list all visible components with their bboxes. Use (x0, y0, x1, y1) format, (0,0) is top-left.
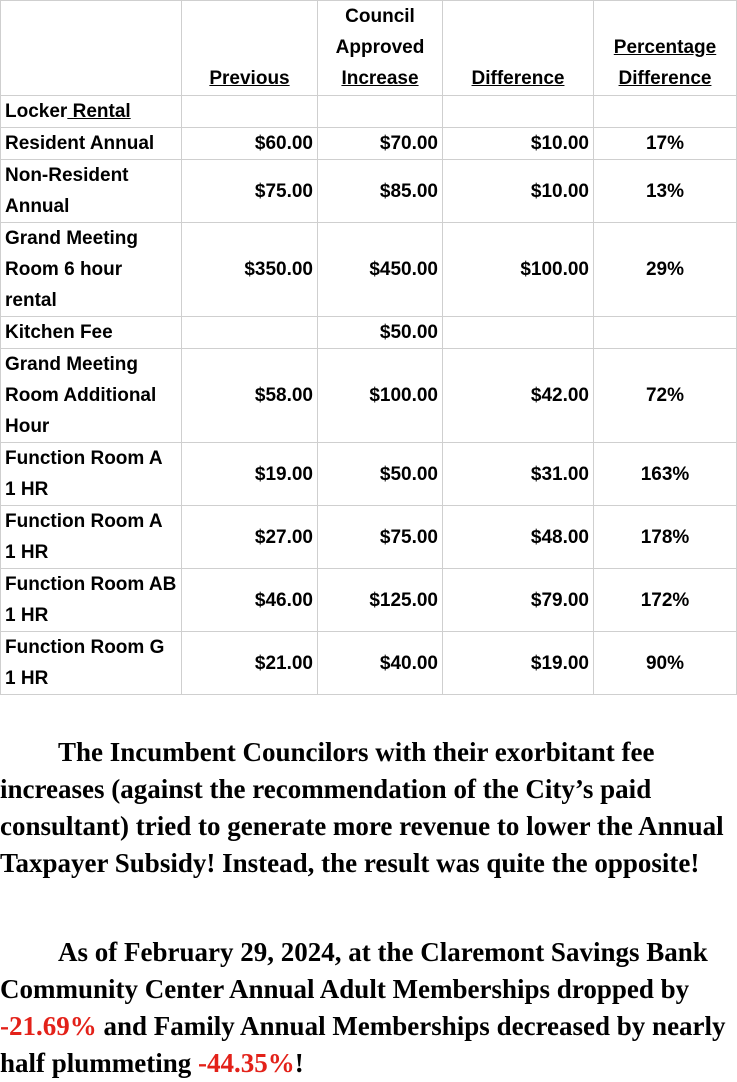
table-header-row (1, 1, 737, 96)
row-percentage: 29% (594, 223, 737, 317)
adult-membership-drop: -21.69% (0, 1011, 97, 1041)
row-difference: $42.00 (443, 349, 594, 443)
row-previous: $27.00 (182, 506, 318, 569)
row-percentage: 178% (594, 506, 737, 569)
paragraph-memberships (0, 934, 735, 1082)
section-label: Locker Rental (1, 96, 182, 128)
row-percentage: 172% (594, 569, 737, 632)
table-row (1, 128, 737, 160)
family-membership-drop: -44.35% (198, 1048, 295, 1078)
row-previous: $58.00 (182, 349, 318, 443)
row-difference: $100.00 (443, 223, 594, 317)
row-percentage: 90% (594, 632, 737, 695)
row-previous: $75.00 (182, 160, 318, 223)
table-row (1, 632, 737, 695)
header-label (1, 1, 182, 96)
row-difference: $19.00 (443, 632, 594, 695)
row-increase: $40.00 (318, 632, 443, 695)
row-percentage: 13% (594, 160, 737, 223)
row-increase: $100.00 (318, 349, 443, 443)
header-council-approved-increase: Council Approved Increase (318, 1, 443, 96)
table-row (1, 349, 737, 443)
row-label: Function Room AB 1 HR (1, 569, 182, 632)
row-difference (443, 317, 594, 349)
row-difference: $48.00 (443, 506, 594, 569)
section-row-locker-rental (1, 96, 737, 128)
row-label: Kitchen Fee (1, 317, 182, 349)
row-previous: $350.00 (182, 223, 318, 317)
row-label: Function Room A 1 HR (1, 506, 182, 569)
table-row (1, 160, 737, 223)
row-increase: $450.00 (318, 223, 443, 317)
table-row (1, 443, 737, 506)
row-increase: $125.00 (318, 569, 443, 632)
row-percentage: 163% (594, 443, 737, 506)
row-increase: $50.00 (318, 443, 443, 506)
paragraph-text-3: ! (294, 1048, 304, 1078)
row-percentage (594, 317, 737, 349)
row-label: Function Room A 1 HR (1, 443, 182, 506)
row-label: Function Room G 1 HR (1, 632, 182, 695)
header-difference: Difference (443, 1, 594, 96)
row-previous: $21.00 (182, 632, 318, 695)
row-percentage: 72% (594, 349, 737, 443)
row-label: Grand Meeting Room 6 hour rental (1, 223, 182, 317)
row-label: Grand Meeting Room Additional Hour (1, 349, 182, 443)
header-previous: Previous (182, 1, 318, 96)
paragraph-text-1: As of February 29, 2024, at the Claremont Savings Bank Community Center Annual Adult Memberships dropped by (0, 937, 708, 1004)
row-increase: $50.00 (318, 317, 443, 349)
row-increase: $85.00 (318, 160, 443, 223)
row-increase: $70.00 (318, 128, 443, 160)
paragraph-text-2: and Family Annual Memberships decreased by nearly half plummeting (0, 1011, 726, 1078)
table-row (1, 506, 737, 569)
row-difference: $10.00 (443, 160, 594, 223)
row-previous (182, 317, 318, 349)
row-previous: $46.00 (182, 569, 318, 632)
header-percentage-difference: Percentage Difference (594, 1, 737, 96)
row-label: Non-Resident Annual (1, 160, 182, 223)
row-difference: $10.00 (443, 128, 594, 160)
paragraph-councilors: The Incumbent Councilors with their exorbitant fee increases (against the recommendation of the City’s paid consultant) tried to generate more revenue to lower the Annual Taxpayer Subsidy! Instead, the result was quite the opposite! (0, 737, 724, 878)
table-row (1, 223, 737, 317)
row-difference: $79.00 (443, 569, 594, 632)
table-row (1, 569, 737, 632)
table-row (1, 317, 737, 349)
row-label: Resident Annual (1, 128, 182, 160)
row-percentage: 17% (594, 128, 737, 160)
row-increase: $75.00 (318, 506, 443, 569)
row-difference: $31.00 (443, 443, 594, 506)
row-previous: $19.00 (182, 443, 318, 506)
row-previous: $60.00 (182, 128, 318, 160)
